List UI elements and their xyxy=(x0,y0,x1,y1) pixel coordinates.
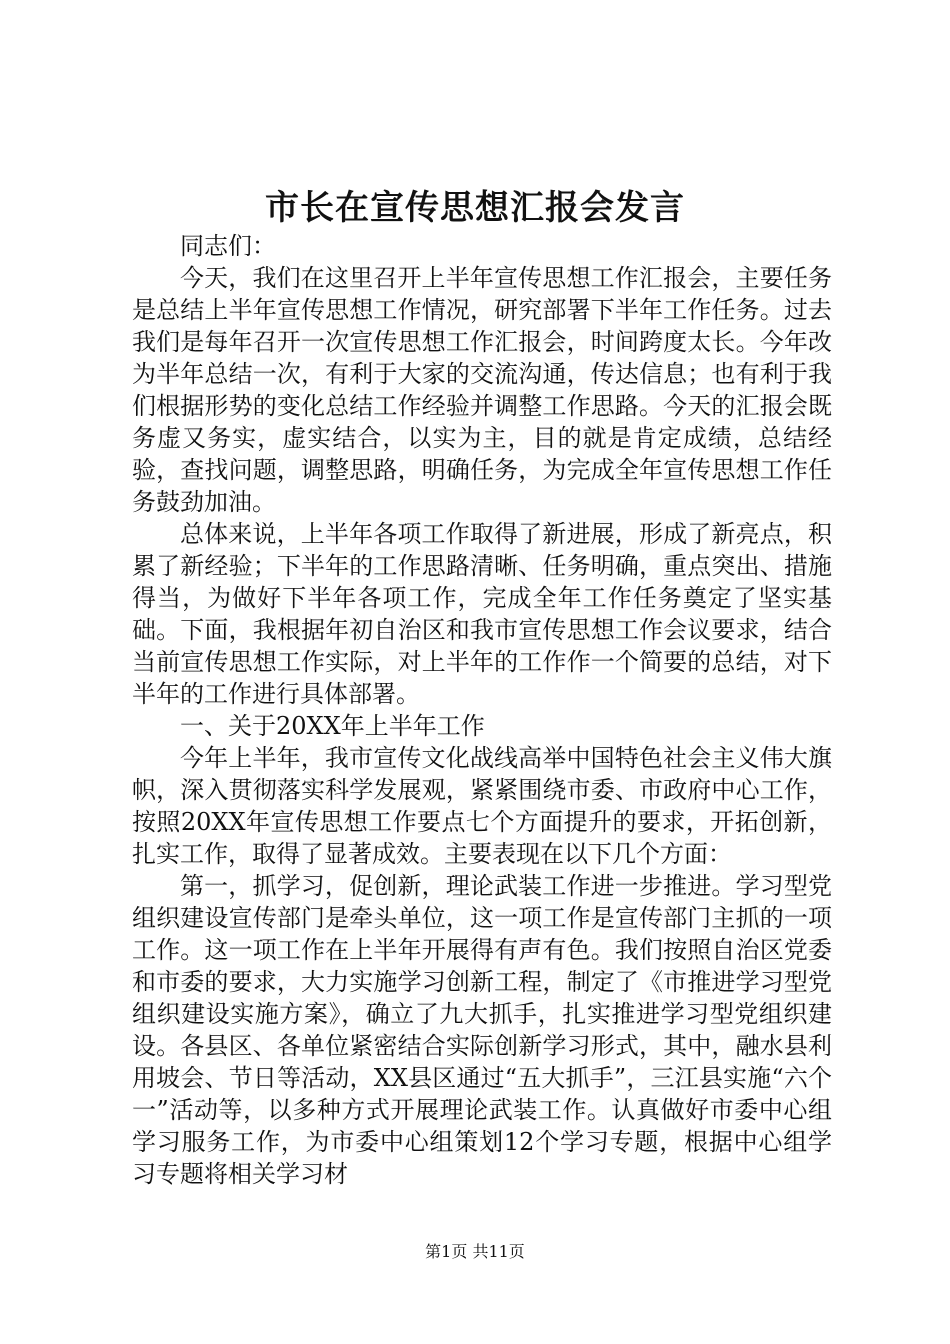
section-heading: 一、关于20XX年上半年工作 xyxy=(180,712,485,740)
salutation-paragraph: 同志们： xyxy=(180,232,276,260)
body-paragraph: 今年上半年，我市宣传文化战线高举中国特色社会主义伟大旗帜，深入贯彻落实科学发展观，紧紧围绕市委、市政府中心工作，按照20XX年宣传思想工作要点七个方面提升的要求，开拓创新，扎实工作，取得了显著成效。主要表现在以下几个方面： xyxy=(132,744,832,868)
body-paragraph: 第一，抓学习，促创新，理论武装工作进一步推进。学习型党组织建设宣传部门是牵头单位，这一项工作是宣传部门主抓的一项工作。这一项工作在上半年开展得有声有色。我们按照自治区党委和市委的要求，大力实施学习创新工程，制定了《市推进学习型党组织建设实施方案》，确立了九大抓手，扎实推进学习型党组织建设。各县区、各单位紧密结合实际创新学习形式，其中，融水县利用坡会、节日等活动，XX县区通过“五大抓手”，三江县实施“六个一”活动等，以多种方式开展理论武装工作。认真做好市委中心组学习服务工作，为市委中心组策划12个学习专题，根据中心组学习专题将相关学习材 xyxy=(132,872,832,1188)
body-paragraph: 总体来说，上半年各项工作取得了新进展，形成了新亮点，积累了新经验；下半年的工作思路清晰、任务明确，重点突出、措施得当，为做好下半年各项工作，完成全年工作任务奠定了坚实基础。下面，我根据年初自治区和我市宣传思想工作会议要求，结合当前宣传思想工作实际，对上半年的工作作一个简要的总结，对下半年的工作进行具体部署。 xyxy=(132,520,832,708)
document-title: 市长在宣传思想汇报会发言 xyxy=(265,188,685,228)
page-footer: 第1页 共11页 xyxy=(425,1242,525,1261)
body-paragraph: 今天，我们在这里召开上半年宣传思想工作汇报会，主要任务是总结上半年宣传思想工作情况，研究部署下半年工作任务。过去我们是每年召开一次宣传思想工作汇报会，时间跨度太长。今年改为半年总结一次，有利于大家的交流沟通，传达信息；也有利于我们根据形势的变化总结工作经验并调整工作思路。今天的汇报会既务虚又务实，虚实结合，以实为主，目的就是肯定成绩，总结经验，查找问题，调整思路，明确任务，为完成全年宣传思想工作任务鼓劲加油。 xyxy=(132,264,832,516)
document-body xyxy=(132,230,832,1190)
